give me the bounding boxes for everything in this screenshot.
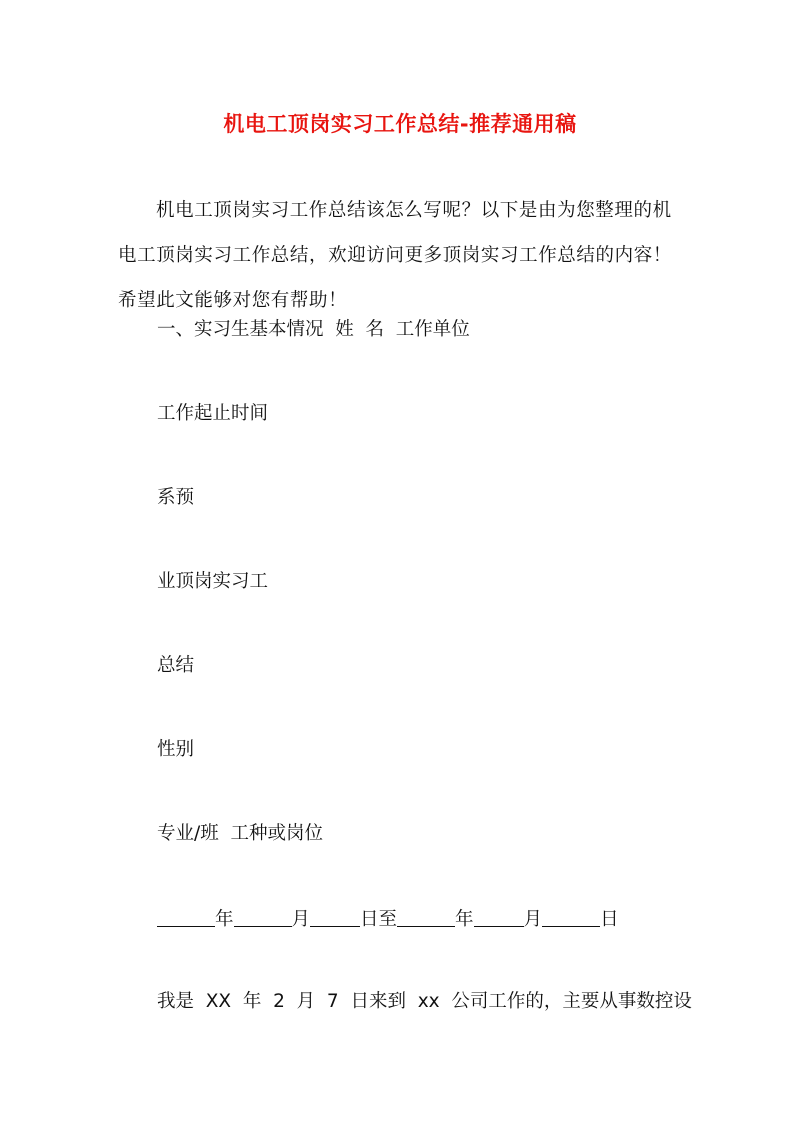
- blank-day-end: [542, 906, 600, 927]
- field-work-period: 工作起止时间: [157, 403, 269, 424]
- blank-year-start: [157, 906, 215, 927]
- field-major-class: 专业/班 工种或岗位: [157, 823, 323, 844]
- section-heading-basic-info: 一、实习生基本情况 姓 名 工作单位: [157, 319, 470, 340]
- blank-year-end: [397, 906, 455, 927]
- blank-month-end: [474, 906, 524, 927]
- field-summary: 总结: [157, 655, 195, 676]
- field-gender: 性别: [157, 739, 195, 760]
- label-day-to: 日至: [360, 909, 398, 930]
- label-month: 月: [291, 909, 311, 930]
- intro-paragraph: 机电工顶岗实习工作总结该怎么写呢？以下是由为您整理的机电工顶岗实习工作总结，欢迎访问更多顶岗实习工作总结的内容！希望此文能够对您有帮助！: [118, 200, 672, 311]
- label-year: 年: [215, 909, 234, 930]
- field-internship-job: 业顶岗实习工: [157, 571, 269, 592]
- blank-month-start: [234, 906, 292, 927]
- label-month-end: 月: [523, 909, 543, 930]
- label-year-end: 年: [455, 909, 474, 930]
- document-title: 机电工顶岗实习工作总结-推荐通用稿: [223, 112, 577, 136]
- date-range-line: [157, 906, 619, 932]
- body-text-line: 我是 XX 年 2 月 7 日来到 xx 公司工作的，主要从事数控设: [157, 991, 692, 1012]
- blank-day-start: [310, 906, 360, 927]
- label-day-end: 日: [600, 909, 619, 930]
- field-department: 系预: [157, 487, 195, 508]
